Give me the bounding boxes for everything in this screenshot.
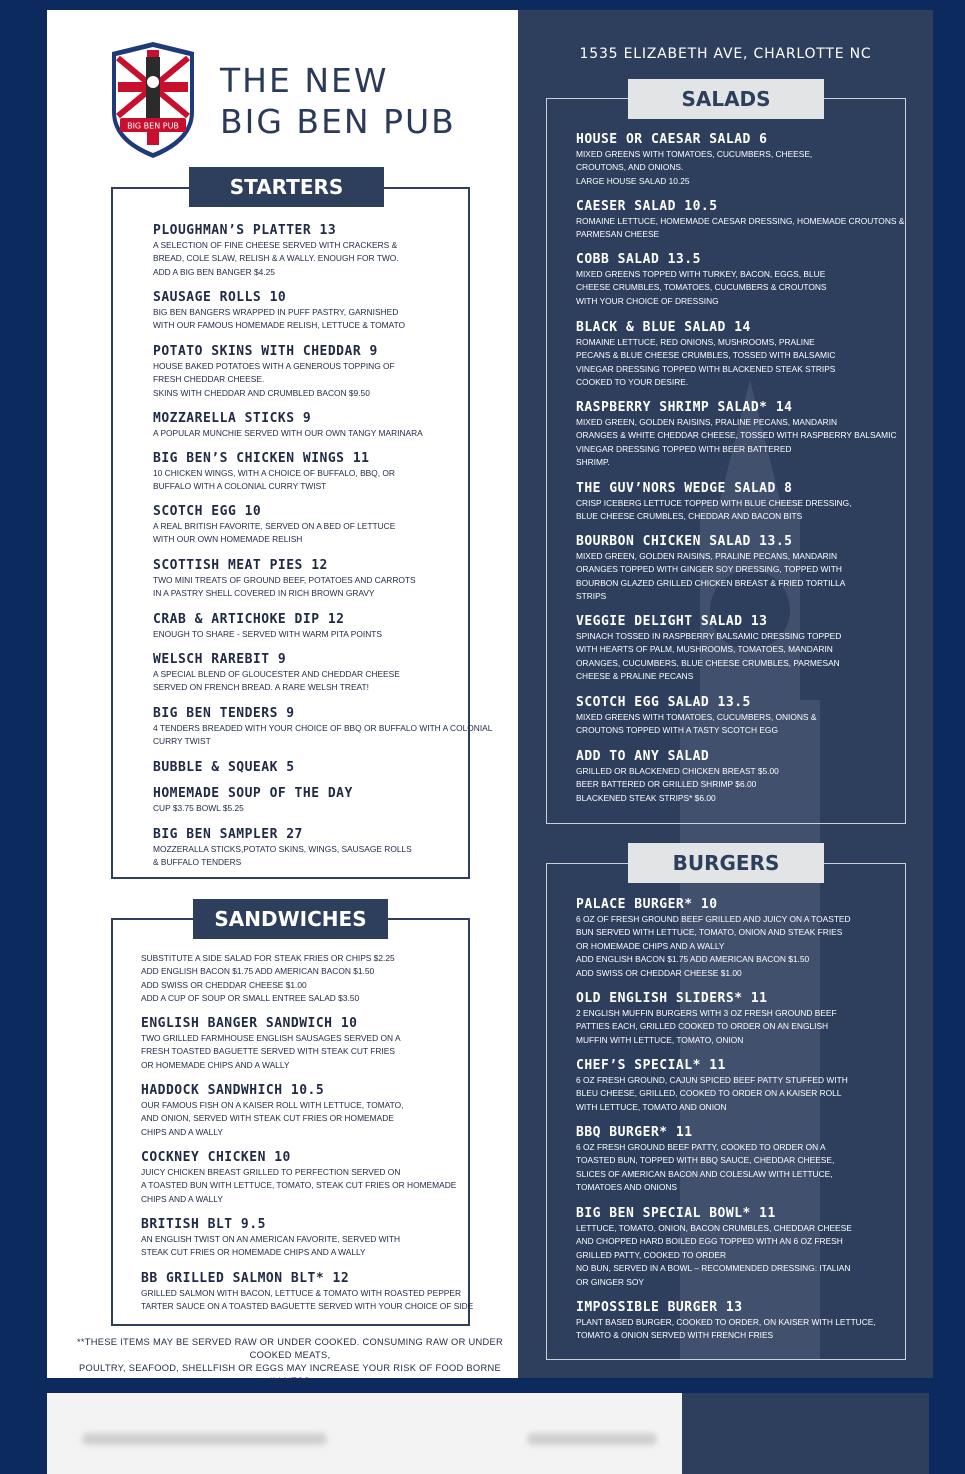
item-name: POTATO SKINS WITH CHEDDAR 9 [153, 344, 378, 359]
item-name: BBQ BURGER* 11 [576, 1125, 693, 1140]
burgers-heading: BURGERS [628, 843, 824, 883]
big-ben-pub-logo [108, 42, 198, 158]
starters-item [153, 504, 395, 547]
item-name: ADD TO ANY SALAD [576, 749, 710, 764]
item-description: CURRY TWIST [153, 736, 211, 747]
item-description: ROMAINE LETTUCE, RED ONIONS, MUSHROOMS, PRALINE [576, 337, 815, 347]
item-description: LARGE HOUSE SALAD 10.25 [576, 175, 690, 186]
item-description: VINEGAR DRESSING TOPPED WITH BEER BATTERED [576, 443, 792, 454]
burgers-item [576, 991, 837, 1047]
item-name: BIG BEN TENDERS 9 [153, 706, 295, 721]
starters-item [153, 558, 416, 601]
item-description: 6 OZ FRESH GROUND, CAJUN SPICED BEEF PATTY STUFFED WITH [576, 1075, 848, 1085]
burgers-item [576, 1300, 876, 1343]
burgers-item [576, 1125, 834, 1195]
item-description: CHEESE & PRALINE PECANS [576, 671, 694, 682]
starters-item [153, 451, 395, 494]
item-description: PATTIES EACH, GRILLED COOKED TO ORDER ON AN ENGLISH [576, 1021, 829, 1032]
item-description: PECANS & BLUE CHEESE CRUMBLES, TOSSED WITH BALSAMIC [576, 350, 836, 361]
item-description: CROUTONS, AND ONIONS. [576, 162, 684, 173]
item-description: SKINS WITH CHEDDAR AND CRUMBLED BACON $9.50 [153, 387, 370, 398]
starters-item [153, 760, 295, 776]
raw-food-disclaimer: **THESE ITEMS MAY BE SERVED RAW OR UNDER COOKED. CONSUMING RAW OR UNDER COOKED MEATS, POULTRY, SEAFOOD, SHELLFISH OR EGGS MAY INCREASE YOUR RISK OF FOOD BORNE ILLNESS [76, 1337, 504, 1386]
starters-item [153, 411, 423, 440]
item-description: BUFFALO WITH A COLONIAL CURRY TWIST [153, 481, 327, 492]
item-name: THE GUV’NORS WEDGE SALAD 8 [576, 481, 793, 496]
item-name: MOZZARELLA STICKS 9 [153, 411, 312, 426]
item-name: HADDOCK SANDWHICH 10.5 [141, 1083, 325, 1098]
item-name: CHEF’S SPECIAL* 11 [576, 1058, 726, 1073]
salads-item [576, 481, 852, 524]
item-description: WITH OUR OWN HOMEMADE RELISH [153, 534, 303, 545]
sandwiches-item [141, 1217, 400, 1260]
item-name: SCOTCH EGG 10 [153, 504, 262, 519]
salads-item [576, 400, 897, 470]
item-name: BB GRILLED SALMON BLT* 12 [141, 1271, 350, 1286]
item-description: HOUSE BAKED POTATOES WITH A GENEROUS TOPPING OF [153, 361, 395, 371]
item-description: WITH OUR FAMOUS HOMEMADE RELISH, LETTUCE & TOMATO [153, 320, 406, 331]
item-description: TOASTED BUN, TOPPED WITH BBQ SAUCE, CHEDDAR CHEESE, [576, 1155, 835, 1166]
item-description: OR HOMEMADE CHIPS AND A WALLY [141, 1059, 290, 1070]
next-page-preview [47, 1393, 929, 1474]
burgers-item [576, 897, 851, 980]
item-name: BOURBON CHICKEN SALAD 13.5 [576, 534, 793, 549]
item-description: ENOUGH TO SHARE - SERVED WITH WARM PITA POINTS [153, 629, 382, 639]
item-description: GRILLED SALMON WITH BACON, LETTUCE & TOMATO WITH ROASTED PEPPER [141, 1288, 462, 1298]
item-description: MOZZERALLA STICKS,POTATO SKINS, WINGS, SAUSAGE ROLLS [153, 844, 412, 854]
item-name: RASPBERRY SHRIMP SALAD* 14 [576, 400, 793, 415]
item-description: CHEESE CRUMBLES, TOMATOES, CUCUMBERS & CROUTONS [576, 282, 827, 293]
item-description: ADD SWISS OR CHEDDAR CHEESE $1.00 [576, 967, 742, 978]
address: 1535 ELIZABETH AVE, CHARLOTTE NC [579, 46, 872, 62]
item-name: CAESER SALAD 10.5 [576, 199, 718, 214]
item-description: MIXED GREENS WITH TOMATOES, CUCUMBERS, ONIONS & [576, 712, 817, 722]
item-name: COCKNEY CHICKEN 10 [141, 1150, 291, 1165]
item-description: A SPECIAL BLEND OF GLOUCESTER AND CHEDDAR CHEESE [153, 669, 400, 679]
item-description: CUP $3.75 BOWL $5.25 [153, 803, 244, 813]
item-description: ORANGES TOPPED WITH GINGER SOY DRESSING, TOPPED WITH [576, 564, 842, 575]
item-name: HOUSE OR CAESAR SALAD 6 [576, 132, 768, 147]
item-description: ADD ENGLISH BACON $1.75 ADD AMERICAN BACON $1.50 [576, 954, 810, 965]
item-name: BIG BEN SAMPLER 27 [153, 827, 303, 842]
item-description: TWO GRILLED FARMHOUSE ENGLISH SAUSAGES SERVED ON A [141, 1033, 401, 1043]
item-description: LETTUCE, TOMATO, ONION, BACON CRUMBLES, CHEDDAR CHEESE [576, 1223, 852, 1233]
item-description: CROUTONS TOPPED WITH A TASTY SCOTCH EGG [576, 725, 778, 736]
item-description: MIXED GREENS TOPPED WITH TURKEY, BACON, EGGS, BLUE [576, 269, 826, 279]
item-description: 6 OZ OF FRESH GROUND BEEF GRILLED AND JUICY ON A TOASTED [576, 914, 851, 924]
item-description: WITH LETTUCE, TOMATO AND ONION [576, 1101, 727, 1112]
item-description: MIXED GREENS WITH TOMATOES, CUCUMBERS, CHEESE, [576, 149, 813, 159]
item-description: CHIPS AND A WALLY [141, 1126, 223, 1137]
item-description: TARTER SAUCE ON A TOASTED BAGUETTE SERVED WITH YOUR CHOICE OF SIDE [141, 1301, 474, 1312]
item-name: SCOTTISH MEAT PIES 12 [153, 558, 328, 573]
item-description: 2 ENGLISH MUFFIN BURGERS WITH 3 OZ FRESH GROUND BEEF [576, 1008, 837, 1018]
item-name: IMPOSSIBLE BURGER 13 [576, 1300, 743, 1315]
item-description: CHIPS AND A WALLY [141, 1193, 223, 1204]
item-description: STRIPS [576, 591, 607, 602]
starters-item [153, 786, 353, 815]
item-description: VINEGAR DRESSING TOPPED WITH BLACKENED STEAK STRIPS [576, 363, 836, 374]
sandwich-note: ADD ENGLISH BACON $1.75 ADD AMERICAN BACON $1.50 [141, 966, 375, 977]
item-description: SERVED ON FRENCH BREAD. A RARE WELSH TREAT! [153, 682, 369, 693]
item-description: COOKED TO YOUR DESIRE. [576, 377, 689, 388]
item-name: BUBBLE & SQUEAK 5 [153, 760, 295, 775]
item-description: OUR FAMOUS FISH ON A KAISER ROLL WITH LETTUCE, TOMATO, [141, 1100, 404, 1110]
item-description: BLACKENED STEAK STRIPS* $6.00 [576, 792, 716, 803]
item-description: BOURBON GLAZED GRILLED CHICKEN BREAST & FRIED TORTILLA [576, 577, 846, 588]
item-description: CRISP ICEBERG LETTUCE TOPPED WITH BLUE CHEESE DRESSING, [576, 498, 852, 508]
item-name: ENGLISH BANGER SANDWICH 10 [141, 1016, 358, 1031]
salads-item [576, 534, 845, 604]
item-description: SPINACH TOSSED IN RASPBERRY BALSAMIC DRESSING TOPPED [576, 631, 842, 641]
item-description: PARMESAN CHEESE [576, 229, 660, 240]
starters-heading: STARTERS [189, 167, 384, 207]
item-name: SCOTCH EGG SALAD 13.5 [576, 695, 751, 710]
sandwich-note: ADD A CUP OF SOUP OR SMALL ENTREE SALAD $3.50 [141, 993, 360, 1004]
item-name: BIG BEN’S CHICKEN WINGS 11 [153, 451, 370, 466]
item-description: GRILLED PATTY, COOKED TO ORDER [576, 1249, 727, 1260]
item-description: IN A PASTRY SHELL COVERED IN RICH BROWN GRAVY [153, 588, 375, 599]
item-description: SHRIMP. [576, 457, 610, 468]
salads-item [576, 320, 835, 390]
item-description: MIXED GREEN, GOLDEN RAISINS, PRALINE PECANS, MANDARIN [576, 551, 838, 561]
item-description: MUFFIN WITH LETTUCE, TOMATO, ONION [576, 1034, 744, 1045]
item-name: VEGGIE DELIGHT SALAD 13 [576, 614, 768, 629]
item-description: STEAK CUT FRIES OR HOMEMADE CHIPS AND A WALLY [141, 1247, 366, 1258]
item-name: PLOUGHMAN’S PLATTER 13 [153, 223, 337, 238]
item-description: BLEU CHEESE, GRILLED, COOKED TO ORDER ON A KAISER ROLL [576, 1088, 842, 1099]
item-description: BUN SERVED WITH LETTUCE, TOMATO, ONION AND STEAK FRIES [576, 927, 843, 938]
item-description: A SELECTION OF FINE CHEESE SERVED WITH CRACKERS & [153, 240, 398, 250]
item-name: BIG BEN SPECIAL BOWL* 11 [576, 1206, 776, 1221]
salads-item [576, 132, 812, 188]
item-name: WELSCH RAREBIT 9 [153, 652, 287, 667]
item-name: SAUSAGE ROLLS 10 [153, 290, 287, 305]
item-name: COBB SALAD 13.5 [576, 252, 701, 267]
item-description: SLICES OF AMERICAN BACON AND COLESLAW WITH LETTUCE, [576, 1168, 833, 1179]
item-description: TOMATOES AND ONIONS [576, 1182, 677, 1193]
pub-title: THE NEW BIG BEN PUB [220, 61, 456, 141]
item-description: 6 OZ FRESH GROUND BEEF PATTY, COOKED TO ORDER ON A [576, 1142, 826, 1152]
item-description: WITH YOUR CHOICE OF DRESSING [576, 295, 719, 306]
item-description: A POPULAR MUNCHIE SERVED WITH OUR OWN TANGY MARINARA [153, 428, 423, 438]
item-description: ROMAINE LETTUCE, HOMEMADE CAESAR DRESSING, HOMEMADE CROUTONS & [576, 216, 905, 226]
item-description: & BUFFALO TENDERS [153, 857, 242, 868]
item-description: ORANGES, CUCUMBERS, BLUE CHEESE CRUMBLES, PARMESAN [576, 657, 840, 668]
item-description: TOMATO & ONION SERVED WITH FRENCH FRIES [576, 1330, 774, 1341]
item-description: OR GINGER SOY [576, 1276, 644, 1287]
item-description: 4 TENDERS BREADED WITH YOUR CHOICE OF BBQ OR BUFFALO WITH A COLONIAL [153, 723, 493, 733]
item-description: AND CHOPPED HARD BOILED EGG TOPPED WITH AN 6 OZ FRESH [576, 1236, 843, 1247]
starters-item [153, 290, 405, 333]
salads-item [576, 614, 841, 684]
item-description: BIG BEN BANGERS WRAPPED IN PUFF PASTRY, GARNISHED [153, 307, 399, 317]
item-description: ORANGES & WHITE CHEDDAR CHEESE, TOSSED WITH RASPBERRY BALSAMIC [576, 430, 897, 441]
item-description: AND ONION, SERVED WITH STEAK CUT FRIES OR HOMEMADE [141, 1113, 394, 1124]
item-name: PALACE BURGER* 10 [576, 897, 718, 912]
item-description: ADD A BIG BEN BANGER $4.25 [153, 266, 275, 277]
item-description: JUICY CHICKEN BREAST GRILLED TO PERFECTION SERVED ON [141, 1167, 401, 1177]
salads-item [576, 749, 779, 805]
starters-item [153, 827, 412, 870]
item-description: OR HOMEMADE CHIPS AND A WALLY [576, 940, 725, 951]
item-name: CRAB & ARTICHOKE DIP 12 [153, 612, 345, 627]
item-description: 10 CHICKEN WINGS, WITH A CHOICE OF BUFFALO, BBQ, OR [153, 468, 395, 478]
item-description: AN ENGLISH TWIST ON AN AMERICAN FAVORITE, SERVED WITH [141, 1234, 401, 1244]
item-name: BRITISH BLT 9.5 [141, 1217, 266, 1232]
burgers-item [576, 1206, 852, 1289]
item-description: WITH HEARTS OF PALM, MUSHROOMS, TOMATOES, MANDARIN [576, 644, 833, 655]
item-description: BEER BATTERED OR GRILLED SHRIMP $6.00 [576, 779, 757, 790]
sandwiches-item [141, 1083, 403, 1139]
item-description: BLUE CHEESE CRUMBLES, CHEDDAR AND BACON BITS [576, 511, 803, 522]
sandwich-note: ADD SWISS OR CHEDDAR CHEESE $1.00 [141, 979, 307, 990]
sandwiches-heading: SANDWICHES [193, 899, 388, 939]
item-description: GRILLED OR BLACKENED CHICKEN BREAST $5.00 [576, 766, 779, 776]
starters-item [153, 344, 395, 400]
item-name: BLACK & BLUE SALAD 14 [576, 320, 751, 335]
sandwich-notes [141, 952, 395, 1006]
sandwiches-item [141, 1271, 473, 1314]
salads-heading: SALADS [628, 79, 824, 119]
starters-item [153, 612, 382, 641]
burgers-item [576, 1058, 848, 1114]
item-description: BREAD, COLE SLAW, RELISH & A WALLY. ENOUGH FOR TWO. [153, 253, 399, 264]
salads-item [576, 252, 827, 308]
item-description: NO BUN, SERVED IN A BOWL – RECOMMENDED DRESSING: ITALIAN [576, 1263, 851, 1274]
item-description: FRESH TOASTED BAGUETTE SERVED WITH STEAK CUT FRIES [141, 1046, 395, 1057]
item-name: OLD ENGLISH SLIDERS* 11 [576, 991, 768, 1006]
item-description: A REAL BRITISH FAVORITE, SERVED ON A BED OF LETTUCE [153, 521, 396, 531]
item-name: HOMEMADE SOUP OF THE DAY [153, 786, 353, 801]
item-description: FRESH CHEDDAR CHEESE. [153, 374, 265, 385]
salads-item [576, 199, 904, 242]
item-description: MIXED GREEN, GOLDEN RAISINS, PRALINE PECANS, MANDARIN [576, 417, 838, 427]
item-description: A TOASTED BUN WITH LETTUCE, TOMATO, STEAK CUT FRIES OR HOMEMADE [141, 1180, 457, 1191]
starters-item [153, 706, 492, 749]
starters-item [153, 652, 400, 695]
item-description: TWO MINI TREATS OF GROUND BEEF, POTATOES AND CARROTS [153, 575, 416, 585]
item-description: PLANT BASED BURGER, COOKED TO ORDER, ON KAISER WITH LETTUCE, [576, 1317, 876, 1327]
svg-text:BIG BEN PUB: BIG BEN PUB [127, 121, 179, 131]
sandwiches-item [141, 1016, 401, 1072]
starters-item [153, 223, 399, 279]
sandwiches-item [141, 1150, 456, 1206]
salads-item [576, 695, 816, 738]
sandwich-note: SUBSTITUTE A SIDE SALAD FOR STEAK FRIES OR CHIPS $2.25 [141, 953, 395, 963]
